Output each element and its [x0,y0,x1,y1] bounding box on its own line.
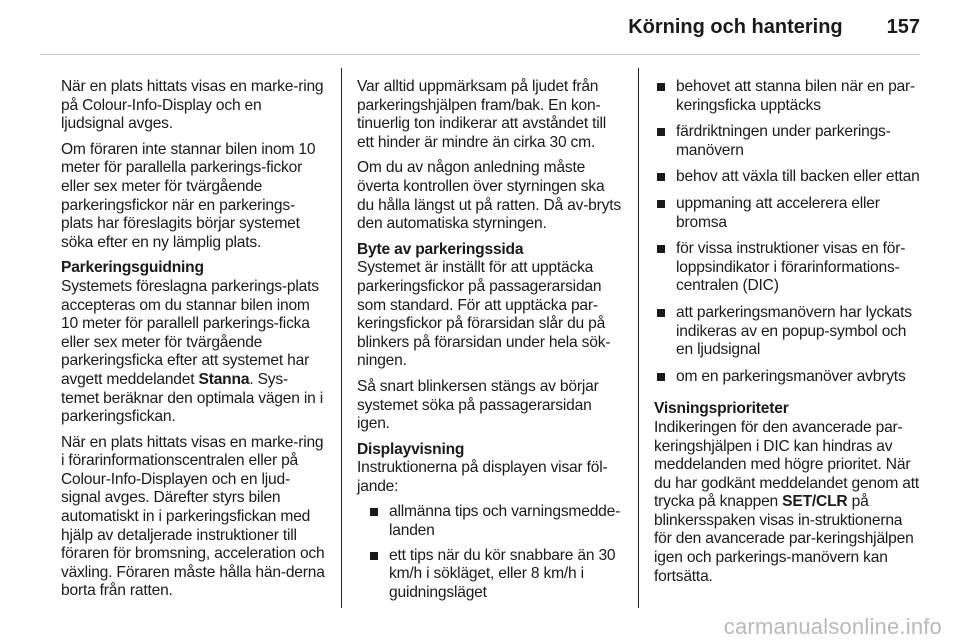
bullet-list [654,78,922,386]
column-2 [357,78,621,610]
watermark: carmanualsonline.info [723,614,942,639]
paragraph: Systemets föreslagna parkerings-plats accepteras om du stannar bilen inom 10 meter för parallell parkerings-ficka eller sex meter för tvärgående parkeringsficka efter att systemet har avgett meddelandet Stanna. Sys-temet beräknar den optimala vägen in i parkeringsfickan. [61,277,323,426]
paragraph: Om föraren inte stannar bilen inom 10 meter för parallella parkerings-fickor eller sex meter för tvärgående parkeringsfickor när en parkerings-plats har föreslagits börjar systemet söka efter en ny lämplig plats. [61,140,316,251]
list-item: behovet att stanna bilen när en par-keringsficka upptäcks [654,78,922,115]
list-item: att parkeringsmanövern har lyckats indikeras av en popup-symbol och en ljudsignal [654,304,922,360]
paragraph: Systemet är inställt för att upptäcka parkeringsfickor på passagerarsidan som standard. För att upptäcka par-keringsfickor på förarsidan slår du på blinkers på förarsidan under hela sök-ningen. [357,259,611,370]
section-heading-visningsprioriteter: Visningsprioriteter [654,400,789,418]
header-rule [40,54,920,55]
column-divider-1 [341,68,342,608]
paragraph: Så snart blinkersen stängs av börjar systemet söka på passagerarsidan igen. [357,377,599,433]
section-heading-displayvisning: Displayvisning [357,440,465,458]
section-heading-byte-av-parkeringssida: Byte av parkeringssida [357,240,524,258]
paragraph: Instruktionerna på displayen visar föl-jande: [357,459,608,495]
column-3 [654,78,922,593]
paragraph: När en plats hittats visas en marke-ring i förarinformationscentralen eller på Colour-Info-Displayen och en ljud-signal avges. Därefter styrs bilen automatiskt in i parkeringsfickan med hjälp av detaljerade instruktioner till föraren för bromsning, acceleration och växling. Föraren måste hålla hän-derna borta från ratten. [61,433,325,600]
column-divider-2 [638,68,639,608]
section-title: Körning och hantering [628,16,843,38]
list-item: om en parkeringsmanöver avbryts [654,368,922,387]
page-header [0,16,920,39]
bullet-list [367,503,621,602]
paragraph: Indikeringen för den avancerade par-keringshjälpen i DIC kan hindras av meddelanden med högre prioritet. När du har godkänt meddelandet genom att trycka på knappen SET/CLR på blinkersspaken visas in-struktionerna för den avancerade par-keringshjälpen igen och parkerings-manövern kan fortsätta. [654,418,920,585]
paragraph: Om du av någon anledning måste överta kontrollen över styrningen ska du hålla längst ut på ratten. Då av-bryts den automatiska styrningen. [357,159,621,233]
section-heading-parkeringsguidning: Parkeringsguidning [61,259,204,277]
list-item: behov att växla till backen eller ettan [654,168,922,187]
display-message-stanna: Stanna [198,370,250,388]
page-number: 157 [886,16,920,38]
list-item: färdriktningen under parkerings-manövern [654,123,922,160]
paragraph: Var alltid uppmärksam på ljudet från parkeringshjälpen fram/bak. En kon-tinuerlig ton indikerar att avståndet till ett hinder är mindre än cirka 30 cm. [357,78,607,151]
button-name-set-clr: SET/CLR [782,493,848,511]
paragraph: När en plats hittats visas en marke-ring på Colour-Info-Display och en ljudsignal avges. [61,78,324,133]
column-1 [61,78,325,608]
list-item: ett tips när du kör snabbare än 30 km/h i sökläget, eller 8 km/h i guidningsläget [367,547,621,603]
list-item: uppmaning att accelerera eller bromsa [654,195,922,232]
list-item: allmänna tips och varningsmedde-landen [367,503,621,540]
list-item: för vissa instruktioner visas en för-loppsindikator i förarinformations-centralen (DIC) [654,240,922,296]
